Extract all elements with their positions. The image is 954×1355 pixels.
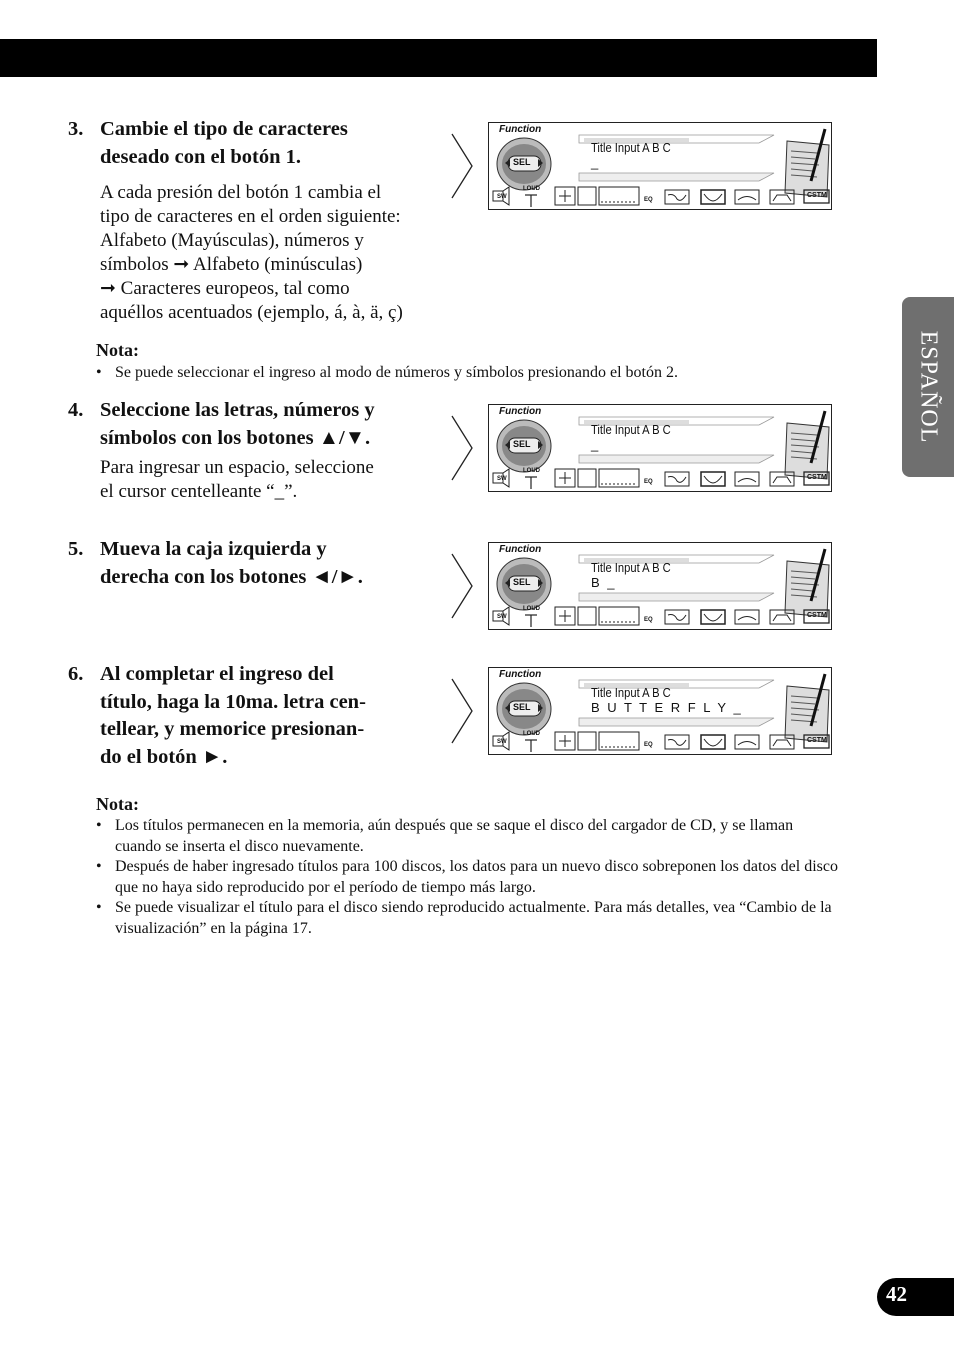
sel-label: SEL xyxy=(513,439,531,449)
lcd-display xyxy=(488,122,832,210)
loud-label: LOUD xyxy=(523,606,540,612)
sel-label: SEL xyxy=(513,577,531,587)
step-title-line: Al completar el ingreso del xyxy=(100,663,334,685)
display-line-1: Title Input A B C xyxy=(591,685,671,700)
display-line-2: B _ xyxy=(591,575,617,590)
lcd-display xyxy=(488,667,832,755)
lcd-display xyxy=(488,404,832,492)
function-label: Function xyxy=(499,669,542,680)
body-line: aquéllos acentuados (ejemplo, á, à, ä, ç) xyxy=(100,302,403,323)
language-tab xyxy=(902,297,954,477)
body-line: símbolos ➞ Alfabeto (minúsculas) xyxy=(100,254,363,275)
eq-label: EQ xyxy=(644,197,653,203)
sel-label: SEL xyxy=(513,157,531,167)
nota-item: • Se puede seleccionar el ingreso al modo de números y símbolos presionando el botón 2. xyxy=(96,363,841,384)
cstm-label: CSTM xyxy=(807,612,827,619)
cstm-label: CSTM xyxy=(807,192,827,199)
step-title-line: do el botón ►. xyxy=(100,745,228,768)
step-4 xyxy=(68,397,438,504)
step-5 xyxy=(68,536,438,591)
body-line: ➞ Caracteres europeos, tal como xyxy=(100,278,350,299)
lcd-display xyxy=(488,542,832,630)
chevron-right-icon xyxy=(450,677,474,745)
step-3 xyxy=(68,116,438,325)
loud-label: LOUD xyxy=(523,186,540,192)
display-line-1: Title Input A B C xyxy=(591,560,671,575)
nota-item: • Los títulos permanecen en la memoria, aún después que se saque el disco del cargador de CD, y se llaman cuando se inserta el disco nuevamente. xyxy=(96,816,841,857)
sw-label: SW xyxy=(497,476,507,482)
step-3-title xyxy=(68,116,438,171)
step-title-line: derecha con los botones ◄/►. xyxy=(100,565,363,588)
step-4-title xyxy=(68,397,438,452)
nota-1-label: Nota: xyxy=(96,340,139,360)
step-6 xyxy=(68,661,438,771)
nota-2-label: Nota: xyxy=(96,794,139,814)
loud-label: LOUD xyxy=(523,468,540,474)
function-label: Function xyxy=(499,124,542,135)
step-title-line: tellear, y memorice presionan- xyxy=(100,718,365,740)
display-line-1: Title Input A B C xyxy=(591,422,671,437)
nota-1-list xyxy=(96,363,841,384)
step-3-body xyxy=(68,181,438,325)
step-6-title xyxy=(68,661,438,771)
loud-label: LOUD xyxy=(523,731,540,737)
sw-label: SW xyxy=(497,614,507,620)
step-title-line: Seleccione las letras, números y xyxy=(100,399,375,421)
sw-label: SW xyxy=(497,194,507,200)
body-line: el cursor centelleante “_”. xyxy=(100,481,298,502)
eq-label: EQ xyxy=(644,479,653,485)
step-number: 5. xyxy=(68,538,84,560)
sw-label: SW xyxy=(497,739,507,745)
step-title-line: Mueva la caja izquierda y xyxy=(100,538,327,560)
nota-item: • Después de haber ingresado títulos para 100 discos, los datos para un nuevo disco sobreponen los datos del disco que no haya sido reproducido por el período de tiempo más largo. xyxy=(96,857,841,898)
language-tab-label: ESPAÑOL xyxy=(915,330,942,444)
header-bar xyxy=(0,39,877,77)
chevron-right-icon xyxy=(450,132,474,200)
page-number-badge xyxy=(877,1278,954,1316)
step-5-title xyxy=(68,536,438,591)
nota-item: • Se puede visualizar el título para el disco siendo reproducido actualmente. Para más detalles, vea “Cambio de la visualización” en la página 17. xyxy=(96,898,841,939)
step-number: 3. xyxy=(68,118,84,140)
step-4-body xyxy=(68,456,438,504)
body-line: tipo de caracteres en el orden siguiente: xyxy=(100,206,401,227)
body-line: Para ingresar un espacio, seleccione xyxy=(100,457,374,478)
cstm-label: CSTM xyxy=(807,474,827,481)
function-label: Function xyxy=(499,544,542,555)
body-line: Alfabeto (Mayúsculas), números y xyxy=(100,230,364,251)
step-number: 4. xyxy=(68,399,84,421)
step-title-line: título, haga la 10ma. letra cen- xyxy=(100,690,366,713)
step-number: 6. xyxy=(68,663,84,685)
display-line-2: B U T T E R F L Y _ xyxy=(591,700,743,715)
cstm-label: CSTM xyxy=(807,737,827,744)
step-title-line: símbolos con los botones ▲/▼. xyxy=(100,426,371,449)
display-line-1: Title Input A B C xyxy=(591,140,671,155)
step-title-line: Cambie el tipo de caracteres xyxy=(100,118,348,140)
sel-label: SEL xyxy=(513,702,531,712)
chevron-right-icon xyxy=(450,552,474,620)
function-label: Function xyxy=(499,406,542,417)
nota-2-list xyxy=(96,816,841,939)
eq-label: EQ xyxy=(644,742,653,748)
step-title-line: deseado con el botón 1. xyxy=(100,145,302,168)
chevron-right-icon xyxy=(450,414,474,482)
display-line-2: _ xyxy=(591,155,601,170)
body-line: A cada presión del botón 1 cambia el xyxy=(100,182,382,203)
display-line-2: _ xyxy=(591,437,601,452)
page-number: 42 xyxy=(886,1282,907,1306)
eq-label: EQ xyxy=(644,617,653,623)
